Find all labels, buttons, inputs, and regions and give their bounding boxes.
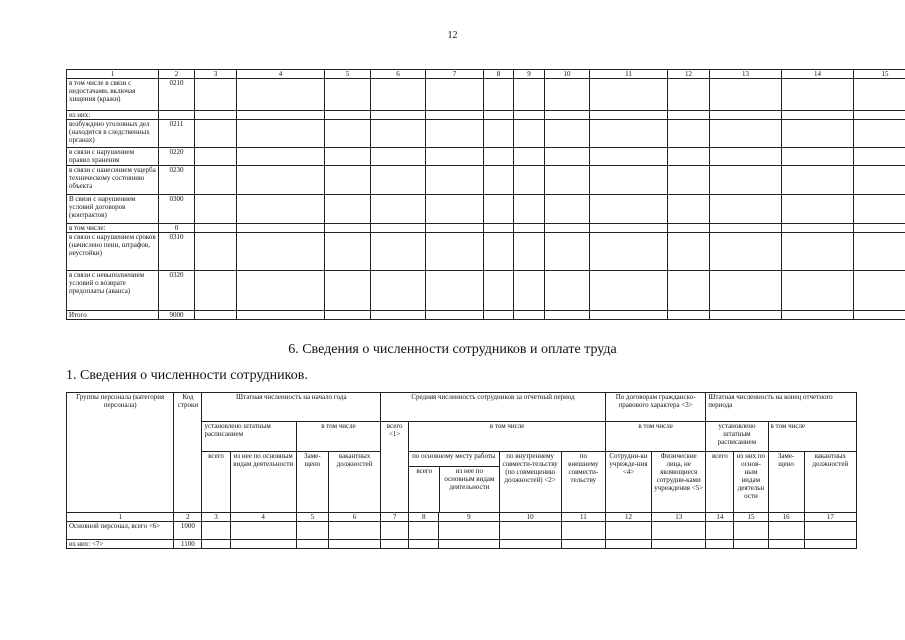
table-row [67,79,905,111]
col-number: 15 [734,513,768,522]
header-end-of-period: Штатная численность на конец отчетного периода [706,393,857,422]
header-established: установлено штатным расписанием [202,422,296,452]
table-header-row [67,70,905,79]
header-including: в том числе [296,422,380,452]
col-number: 5 [296,513,328,522]
header-average: Средняя численность сотрудников за отчетный период [381,393,606,422]
col-number: 15 [854,70,905,79]
col-number: 13 [652,513,706,522]
col-number: 12 [668,70,710,79]
table-row [67,311,905,320]
row-label: из них: [67,111,159,120]
row-code: 0 [159,224,195,233]
row-code: 0300 [159,195,195,224]
header-filled: Заме-щено [296,452,328,513]
col-number: 4 [230,513,296,522]
col-number: 12 [605,513,651,522]
row-label: в том числе: [67,224,159,233]
section-title: 6. Сведения о численности сотрудников и оплате труда [288,342,617,357]
col-number: 3 [202,513,230,522]
header-contracts: По договорам гражданско-правового характера <3> [605,393,705,422]
table-staff-numbers [66,392,857,549]
col-number: 14 [706,513,734,522]
row-code: 0230 [159,166,195,195]
table-row [67,120,905,148]
row-label: Основной персонал, всего <6> [67,522,174,540]
table-row [67,195,905,224]
row-label: Итого [67,311,159,320]
row-code: 0310 [159,233,195,271]
header-end-filled: Заме-щено [768,452,804,513]
header-end-established: установлено штатным расписанием [706,422,768,452]
col-number: 9 [514,70,545,79]
col-number: 14 [782,70,854,79]
row-label: В связи с нарушением условий договоров (контрактов) [67,195,159,224]
table-row [67,224,905,233]
header-vacant: вакантных должностей [328,452,380,513]
row-code [159,111,195,120]
table-row [67,233,905,271]
header-start-of-year: Штатная численность на начало года [202,393,381,422]
header-main-place: по основному месту работы [409,452,498,467]
header-groups: Группы персонала (категория персонала) [67,393,174,513]
table-row [67,148,905,166]
row-code: 1000 [174,522,202,540]
col-number: 8 [484,70,514,79]
col-number: 2 [159,70,195,79]
row-label: возбуждено уголовных дел (находится в следственных органах) [67,120,159,148]
table-deficiencies [66,69,905,320]
col-number: 11 [590,70,668,79]
header-main-place-all: всего [409,467,440,512]
col-number: 11 [561,513,605,522]
table-row [67,111,905,120]
header-individuals: Физические лица, не являющиеся сотрудни-ками учреждения <5> [652,452,706,513]
col-number: 5 [325,70,371,79]
page-number: 12 [447,30,458,41]
col-number: 6 [371,70,426,79]
row-label: в связи с нарушением правил хранения [67,148,159,166]
col-number: 2 [174,513,202,522]
header-all: всего [202,452,230,513]
col-number: 4 [237,70,325,79]
header-end-including: в том числе [768,422,857,452]
header-employees: Сотрудни-ки учрежде-ния <4> [605,452,651,513]
table-row [67,522,857,540]
table-row [67,166,905,195]
header-external: по внешнему совмести-тельству [561,452,605,513]
row-code: 0220 [159,148,195,166]
col-number: 7 [426,70,484,79]
col-number: 3 [195,70,237,79]
header-total: всего <1> [381,422,409,513]
header-main-activity: из нее по основным видам деятельности [230,452,296,513]
table-row [67,540,857,549]
header-avg-including: в том числе [409,422,606,452]
row-label: в связи с нанесением ущерба техническому состоянию объекта [67,166,159,195]
table-row [67,271,905,311]
row-code: 9000 [159,311,195,320]
col-number: 10 [499,513,561,522]
header-end-all: всего [706,452,734,513]
col-number: 7 [381,513,409,522]
column-numbers-row [67,513,857,522]
header-code: Код строки [174,393,202,513]
row-label: в связи с нарушением сроков (начислено пени, штрафов, неустойки) [67,233,159,271]
subsection-title: 1. Сведения о численности сотрудников. [66,368,308,383]
col-number: 17 [804,513,856,522]
row-label: из них: <7> [67,540,174,549]
row-code: 1100 [174,540,202,549]
header-contracts-including: в том числе [605,422,705,452]
header-end-main: из них по основ-ным видам деятельн ости [734,452,768,513]
row-code: 0211 [159,120,195,148]
row-label: в связи с невыполнением условий о возврате предоплаты (аванса) [67,271,159,311]
header-internal: по внутреннему совмести-тельству (по совмещению должностей) <2> [499,452,561,513]
header-main-place-main: из нее по основным видам деятельности [444,467,495,491]
row-label: в том числе в связи с недостачами, включая хищения (кражи) [67,79,159,111]
header-end-vacant: вакантных должностей [804,452,856,513]
row-code: 0210 [159,79,195,111]
col-number: 16 [768,513,804,522]
col-number: 1 [67,513,174,522]
col-number: 13 [710,70,782,79]
col-number: 10 [545,70,590,79]
col-number: 6 [328,513,380,522]
col-number: 1 [67,70,159,79]
row-code: 0320 [159,271,195,311]
col-number: 8 [409,513,439,522]
col-number: 9 [439,513,499,522]
